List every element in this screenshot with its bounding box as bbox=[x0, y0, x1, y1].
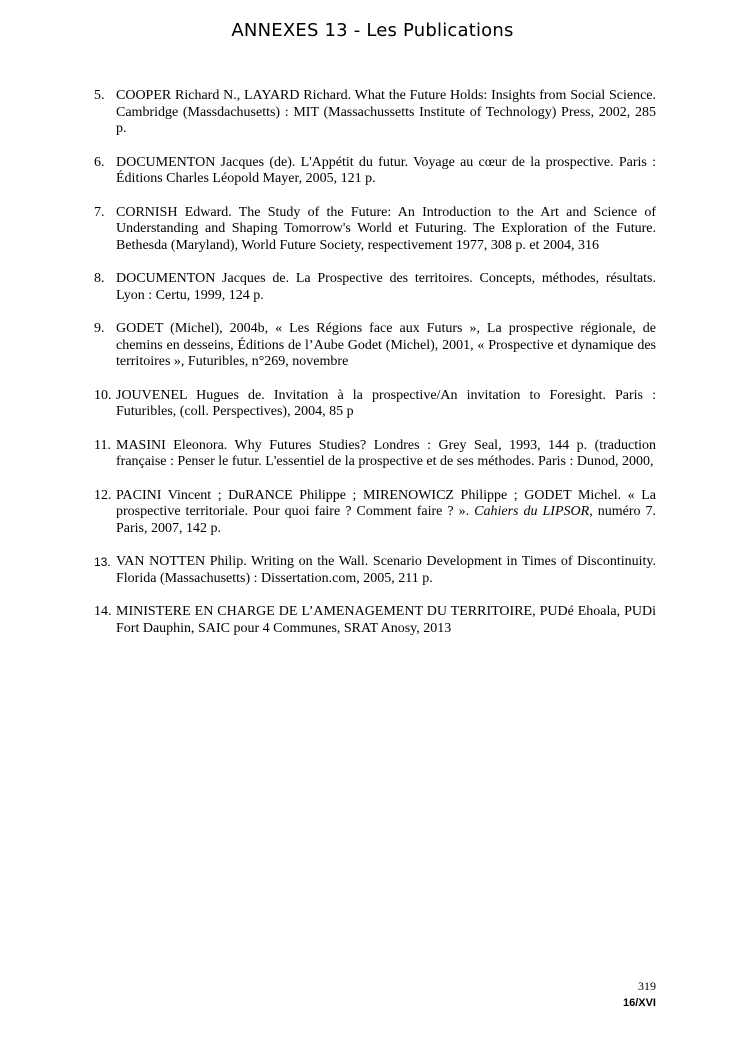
page-title: ANNEXES 13 - Les Publications bbox=[231, 20, 514, 41]
reference-number: 7. bbox=[94, 204, 105, 220]
reference-item bbox=[94, 155, 656, 188]
reference-text: CORNISH Edward. The Study of the Future: An Introduction to the Art and Science of Understanding and Shaping Tomorrow's World et Futuring. The Exploration of the Future. Bethesda (Maryland), World Future Society, respectivement 1977, 308 p. et 2004, 316 bbox=[116, 204, 656, 253]
reference-number: 10. bbox=[94, 387, 112, 403]
reference-item bbox=[94, 488, 656, 538]
reference-text: VAN NOTTEN Philip. Writing on the Wall. Scenario Development in Times of Discontinuity. Florida (Massachusetts) : Dissertation.com, 2005, 211 p. bbox=[116, 554, 656, 586]
reference-text: MASINI Eleonora. Why Futures Studies? Londres : Grey Seal, 1993, 144 p. (traduction française : Penser le futur. L'essentiel de la prospective et de ses méthodes. Paris : Dunod, 2000, bbox=[116, 437, 656, 469]
reference-item bbox=[94, 604, 656, 637]
reference-item bbox=[94, 388, 656, 421]
reference-text bbox=[116, 488, 656, 538]
reference-text: JOUVENEL Hugues de. Invitation à la prospective/An invitation to Foresight. Paris : Futuribles, (coll. Perspectives), 2004, 85 p bbox=[116, 387, 656, 419]
reference-number: 13. bbox=[94, 555, 111, 569]
reference-number: 11. bbox=[94, 437, 111, 453]
reference-number: 9. bbox=[94, 321, 105, 336]
page-number: 319 bbox=[638, 979, 656, 993]
reference-item bbox=[94, 88, 656, 138]
reference-number: 6. bbox=[94, 154, 105, 170]
reference-number: 8. bbox=[94, 271, 105, 286]
reference-text: DOCUMENTON Jacques de. La Prospective des territoires. Concepts, méthodes, résultats. Lyon : Certu, 1999, 124 p. bbox=[116, 271, 656, 303]
reference-item bbox=[94, 438, 656, 471]
reference-item bbox=[94, 321, 656, 371]
reference-text-part: PACINI Vincent ; DuRANCE Philippe ; MIRENOWICZ Philippe ; GODET Michel. « La prospective territoriale. Pour quoi faire ? Comment faire ? ». bbox=[116, 487, 656, 519]
reference-list bbox=[94, 88, 656, 654]
reference-number: 14. bbox=[94, 604, 112, 619]
reference-item bbox=[94, 205, 656, 255]
reference-number: 5. bbox=[94, 88, 105, 103]
reference-item bbox=[94, 554, 656, 587]
journal-title: Cahiers du LIPSOR bbox=[474, 504, 590, 519]
page-code: 16/XVI bbox=[622, 997, 656, 1009]
reference-text: DOCUMENTON Jacques (de). L'Appétit du futur. Voyage au cœur de la prospective. Paris : Éditions Charles Léopold Mayer, 2005, 121 p. bbox=[116, 154, 656, 186]
reference-number: 12. bbox=[94, 487, 112, 503]
reference-text: GODET (Michel), 2004b, « Les Régions face aux Futurs », La prospective régionale, de chemins en desseins, Éditions de l’Aube Godet (Michel), 2001, « Prospective et dynamique des territoires », Futuribles, n°269, novembre bbox=[116, 321, 656, 369]
reference-item bbox=[94, 271, 656, 304]
reference-text: COOPER Richard N., LAYARD Richard. What the Future Holds: Insights from Social Science. Cambridge (Massdachusetts) : MIT (Massachussetts Institute of Technology) Press, 2002, 285 p. bbox=[116, 88, 656, 136]
reference-text-part: , numéro 7. Paris, 2007, 142 p. bbox=[116, 504, 657, 536]
reference-text: MINISTERE EN CHARGE DE L’AMENAGEMENT DU TERRITOIRE, PUDé Ehoala, PUDi Fort Dauphin, SAIC pour 4 Communes, SRAT Anosy, 2013 bbox=[116, 604, 656, 636]
